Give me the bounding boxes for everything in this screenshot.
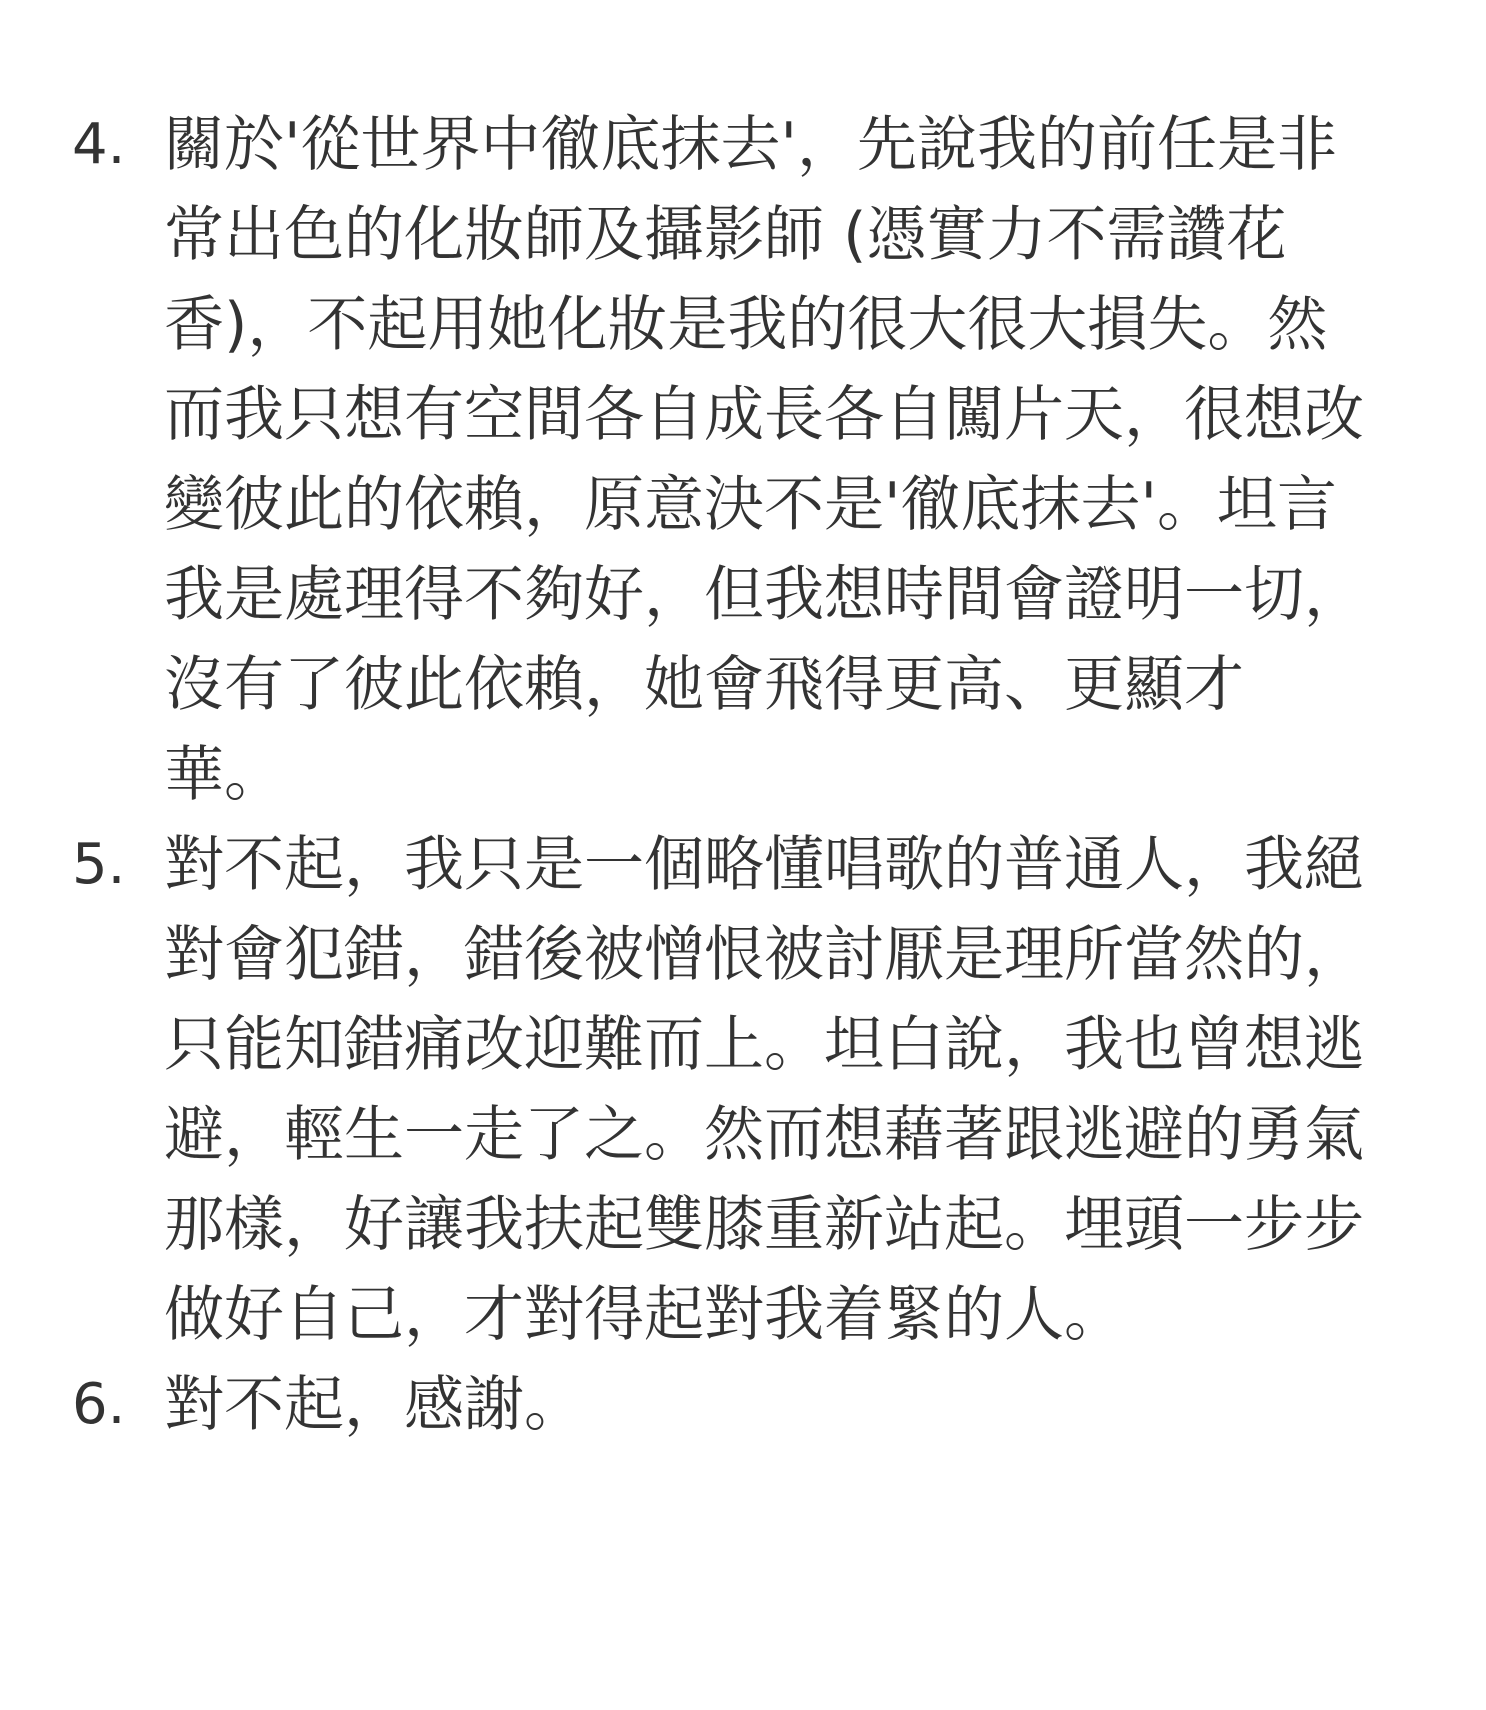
text-line: 對不起，我只是一個略懂唱歌的普通人，我絕 [164, 830, 1364, 900]
text-line: 變彼此的依賴，原意決不是'徹底抹去'。坦言 [164, 470, 1337, 540]
item-number: 6. [72, 1372, 126, 1437]
text-line: 常出色的化妝師及攝影師 (憑實力不需讚花 [164, 200, 1287, 270]
text-line: 關於'從世界中徹底抹去'，先說我的前任是非 [164, 110, 1337, 180]
item-number: 4. [72, 112, 126, 177]
item-text [164, 820, 1446, 1360]
text-line: 而我只想有空間各自成長各自闖片天，很想改 [164, 380, 1364, 450]
text-line: 香)，不起用她化妝是我的很大很大損失。然 [164, 290, 1328, 360]
text-line: 只能知錯痛改迎難而上。坦白說，我也曾想逃 [164, 1010, 1364, 1080]
statement-list [0, 100, 1486, 1450]
list-item-5 [0, 820, 1486, 1360]
text-line: 那樣，好讓我扶起雙膝重新站起。埋頭一步步 [164, 1190, 1364, 1260]
text-line: 我是處理得不夠好，但我想時間會證明一切， [164, 560, 1364, 630]
text-line: 避，輕生一走了之。然而想藉著跟逃避的勇氣 [164, 1100, 1364, 1170]
item-number: 5. [72, 832, 126, 897]
list-item-4 [0, 100, 1486, 820]
text-line: 做好自己，才對得起對我着緊的人。 [164, 1280, 1124, 1350]
list-item-6 [0, 1360, 1486, 1450]
text-line: 沒有了彼此依賴，她會飛得更高、更顯才 [164, 650, 1244, 720]
text-line: 對不起，感謝。 [164, 1370, 584, 1440]
text-line: 對會犯錯，錯後被憎恨被討厭是理所當然的， [164, 920, 1364, 990]
item-text [164, 1360, 1446, 1450]
text-line: 華。 [164, 740, 284, 810]
item-text [164, 100, 1446, 820]
